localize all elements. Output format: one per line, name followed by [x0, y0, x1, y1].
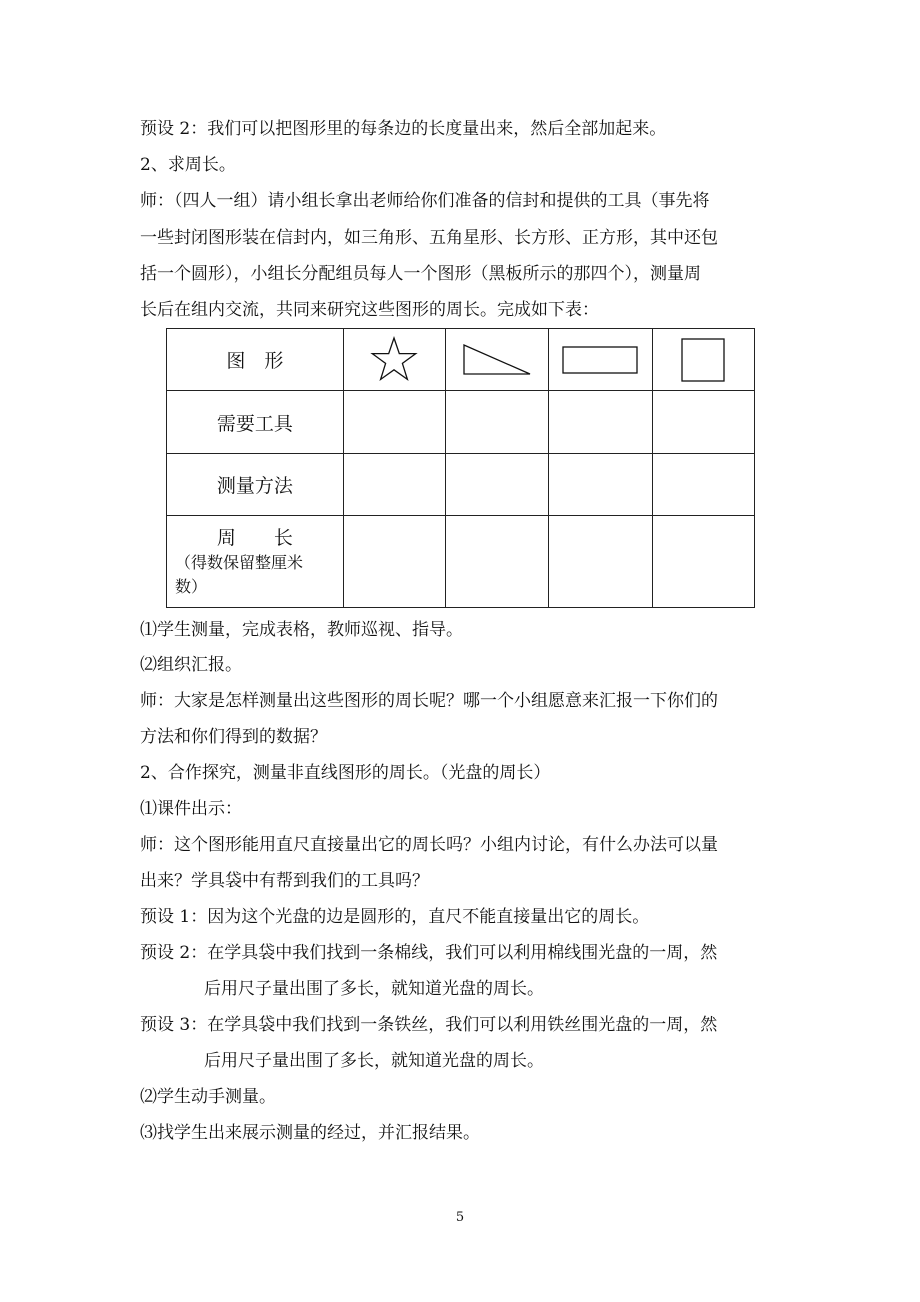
- table-cell: [343, 516, 445, 608]
- paragraph-line: 括一个圆形），小组长分配组员每人一个图形（黑板所示的那四个），测量周: [140, 264, 701, 284]
- preset-line: 预设 2：在学具袋中我们找到一条棉线，我们可以利用棉线围光盘的一周，然: [140, 943, 718, 963]
- shape-label: 图 形: [226, 350, 284, 372]
- method-label: 测量方法: [216, 475, 293, 497]
- preset-line: 后用尺子量出围了多长，就知道光盘的周长。: [204, 1051, 544, 1071]
- table-row-label: [167, 391, 344, 454]
- table-cell: [445, 391, 548, 454]
- step-line: ⑵学生动手测量。: [140, 1087, 276, 1107]
- page-number: 5: [455, 1210, 465, 1225]
- table-row: [167, 516, 755, 608]
- section-heading: 2、求周长。: [140, 155, 236, 175]
- section-heading: 2、合作探究，测量非直线图形的周长。（光盘的周长）: [140, 763, 551, 783]
- table-cell: [343, 454, 445, 516]
- step-line: ⑶找学生出来展示测量的经过，并汇报结果。: [140, 1123, 480, 1143]
- paragraph-line: 方法和你们得到的数据？: [140, 727, 327, 747]
- square-icon: [679, 336, 727, 384]
- rectangle-icon: [560, 343, 640, 377]
- table-cell: [343, 391, 445, 454]
- table-cell: [652, 391, 754, 454]
- table-cell: [548, 454, 652, 516]
- step-line: ⑴学生测量，完成表格，教师巡视、指导。: [140, 620, 463, 640]
- paragraph-line: 出来？学具袋中有帮到我们的工具吗？: [140, 871, 429, 891]
- rectangle-cell: [548, 329, 652, 391]
- table-cell: [548, 516, 652, 608]
- perimeter-label: 周 长: [216, 526, 293, 549]
- preset-line: 后用尺子量出围了多长，就知道光盘的周长。: [204, 979, 544, 999]
- table-cell: [445, 516, 548, 608]
- triangle-icon: [461, 343, 533, 377]
- square-cell: [652, 329, 754, 391]
- table-cell: [548, 391, 652, 454]
- table-row-label: [167, 329, 344, 391]
- preset-line: 预设 1：因为这个光盘的边是圆形的，直尺不能直接量出它的周长。: [140, 907, 650, 927]
- triangle-cell: [445, 329, 548, 391]
- perimeter-note: （得数保留整厘米: [175, 552, 304, 572]
- step-line: ⑴课件出示：: [140, 799, 242, 819]
- paragraph-line: 师：这个图形能用直尺直接量出它的周长吗？小组内讨论，有什么办法可以量: [140, 835, 718, 855]
- preset-2-line: 预设 2：我们可以把图形里的每条边的长度量出来，然后全部加起来。: [140, 119, 667, 139]
- measurement-table: [166, 328, 755, 608]
- table-row-label: [167, 454, 344, 516]
- table-row: [167, 329, 755, 391]
- paragraph-line: 师：（四人一组）请小组长拿出老师给你们准备的信封和提供的工具（事先将: [140, 191, 710, 211]
- table-row: [167, 391, 755, 454]
- table-row: [167, 454, 755, 516]
- star-cell: [343, 329, 445, 391]
- paragraph-line: 一些封闭图形装在信封内，如三角形、五角星形、长方形、正方形，其中还包: [140, 228, 718, 248]
- star-icon: [369, 335, 419, 385]
- table-row-label: [167, 516, 344, 608]
- perimeter-note: 数）: [175, 576, 208, 596]
- table-cell: [652, 516, 754, 608]
- paragraph-line: 长后在组内交流，共同来研究这些图形的周长。完成如下表：: [140, 300, 599, 320]
- table-cell: [445, 454, 548, 516]
- paragraph-line: 师：大家是怎样测量出这些图形的周长呢？哪一个小组愿意来汇报一下你们的: [140, 691, 718, 711]
- tools-label: 需要工具: [216, 412, 293, 435]
- step-line: ⑵组织汇报。: [140, 655, 242, 675]
- table-cell: [652, 454, 754, 516]
- preset-line: 预设 3：在学具袋中我们找到一条铁丝，我们可以利用铁丝围光盘的一周，然: [140, 1015, 718, 1035]
